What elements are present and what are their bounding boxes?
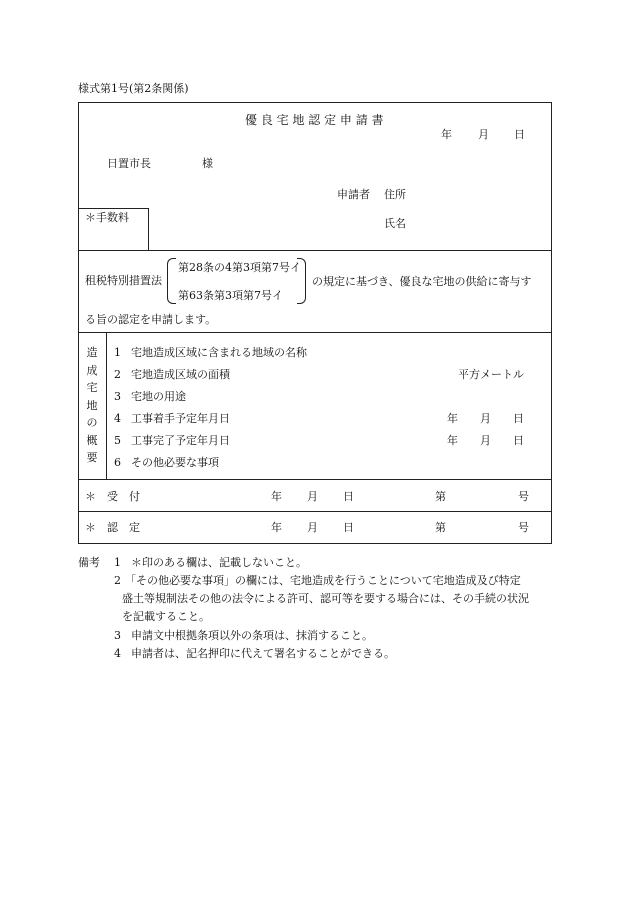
receipt-year: 年 [271,490,282,503]
note-line: 盛土等規制法その他の法令による許可、認可等を要する場合には、その手続の状況 [122,592,529,605]
note-line: ＊印のある欄は、記載しないこと。 [131,556,307,569]
note-no: 2 [114,574,121,587]
approval-day: 日 [343,521,354,534]
basis-suffix: の規定に基づき、優良な宅地の供給に寄与す [312,275,532,288]
basis-line2: る旨の認定を申請します。 [85,313,217,326]
outline-item-no: 2 [114,368,121,381]
fee-label: ＊手数料 [85,211,129,224]
applicant-address-label: 住所 [384,188,406,201]
outline-item-unit: 年 月 日 [447,434,524,447]
note-line: 「その他必要な事項」の欄には、宅地造成を行うことについて宅地造成及び特定 [125,574,521,587]
receipt-number-suffix: 号 [518,490,529,503]
basis-law: 租税特別措置法 [85,274,162,287]
basis-clause-b: 第63条第3項第7号イ [178,289,283,302]
receipt-month: 月 [307,490,318,503]
outline-item-unit: 年 月 日 [447,412,524,425]
applicant-name-label: 氏名 [384,217,406,230]
note-line: 申請者は、記名押印に代えて署名することができる。 [131,647,395,660]
outline-item-label: 工事完了予定年月日 [131,434,230,447]
notes-heading: 備考 [78,556,100,569]
approval-label: ＊ 認 定 [85,521,140,534]
basis-clause-a: 第28条の4第3項第7号イ [178,261,301,274]
approval-number-prefix: 第 [435,521,446,534]
addressee-suffix: 様 [202,157,213,170]
note-line: を記載すること。 [122,610,210,623]
note-no: 4 [114,647,121,660]
note-line: 申請文中根拠条項以外の条項は、抹消すること。 [131,629,373,642]
outline-item-no: 1 [114,346,121,359]
note-no: 3 [114,629,121,642]
addressee: 日置市長 [107,157,151,170]
outline-item-no: 5 [114,434,121,447]
outline-item-label: 工事着手予定年月日 [131,412,230,425]
outline-item-no: 4 [114,412,121,425]
receipt-label: ＊ 受 付 [85,490,140,503]
note-no: 1 [114,556,121,569]
approval-number-suffix: 号 [518,521,529,534]
approval-year: 年 [271,521,282,534]
applicant-label: 申請者 [337,188,370,201]
date-day: 日 [514,128,525,141]
outline-item-no: 6 [114,456,121,469]
form-title: 優 良 宅 地 認 定 申 請 書 [245,113,384,127]
outline-item-no: 3 [114,390,121,403]
outline-item-label: 宅地造成区域に含まれる地域の名称 [131,346,307,359]
date-year: 年 [441,128,452,141]
outline-item-label: 宅地の用途 [131,390,186,403]
outline-heading: 造 成 宅 地 の 概 要 [86,346,98,464]
receipt-number-prefix: 第 [435,490,446,503]
approval-month: 月 [307,521,318,534]
right-brace [297,258,306,304]
outline-item-label: その他必要な事項 [131,456,219,469]
receipt-day: 日 [343,490,354,503]
form-number: 様式第1号(第2条関係) [78,82,189,95]
date-month: 月 [478,128,489,141]
left-brace [167,258,176,304]
outline-item-unit: 平方メートル [458,368,524,381]
outline-item-label: 宅地造成区域の面積 [131,368,230,381]
